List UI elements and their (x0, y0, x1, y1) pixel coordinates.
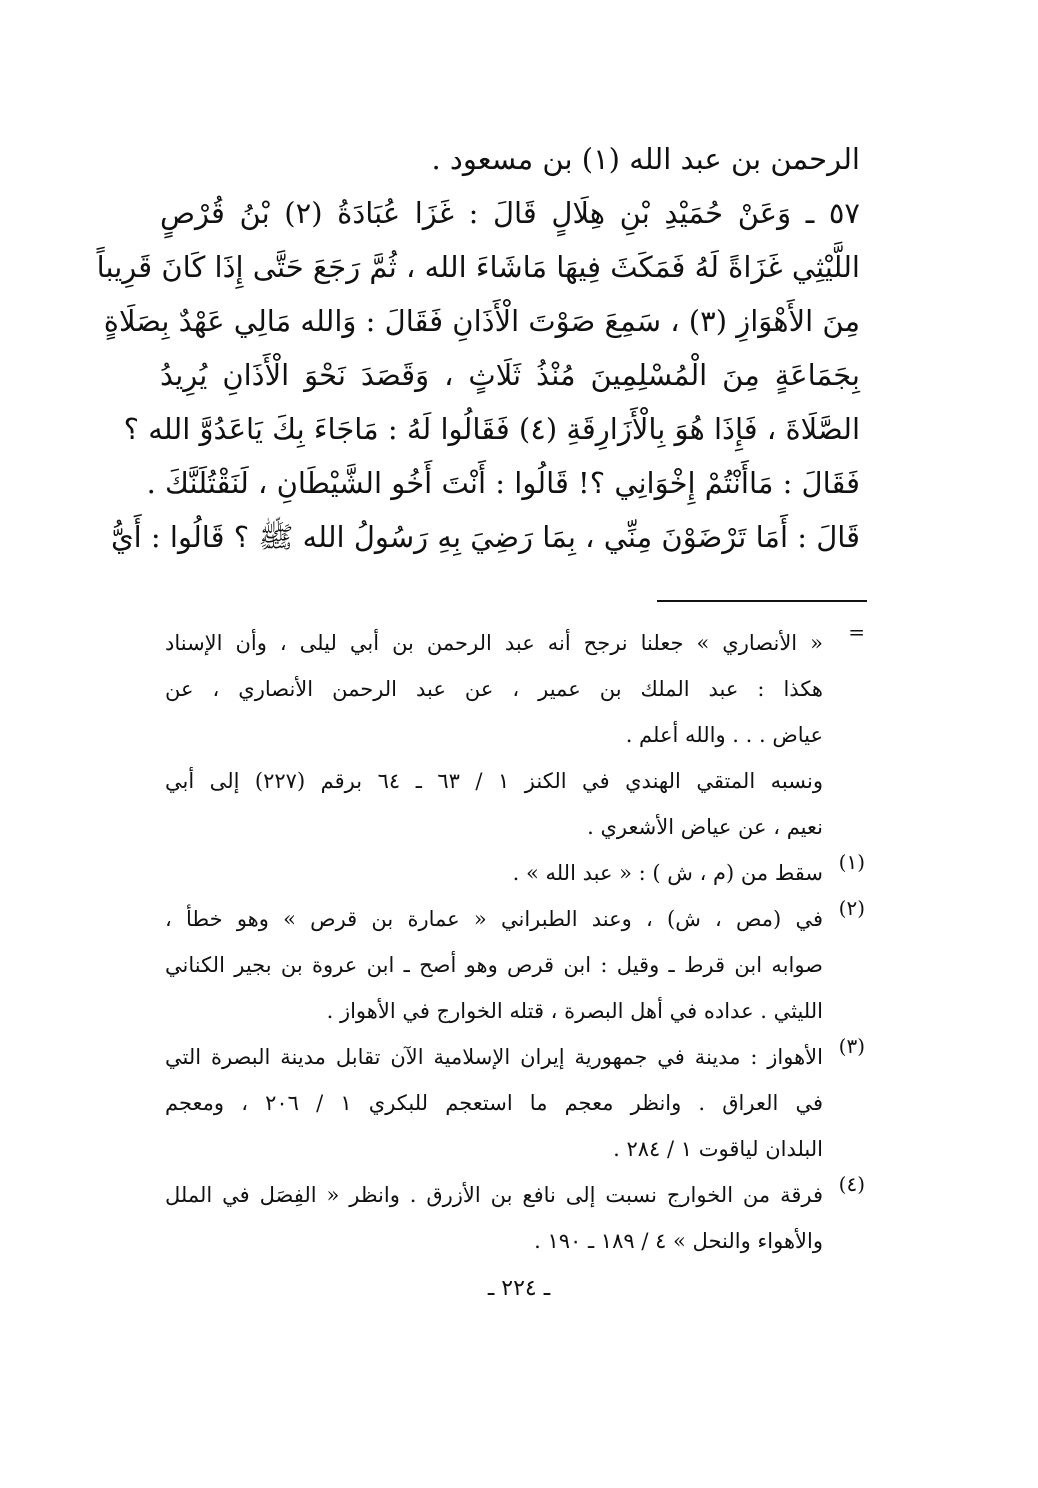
footnote-line: الأهواز : مدينة في جمهورية إيران الإسلامية الآن تقابل مدينة البصرة التي (165, 1045, 823, 1069)
footnote-separator (657, 600, 867, 602)
footnote-continuation (165, 620, 865, 758)
footnote-line: والأهواء والنحل » ٤ / ١٨٩ ـ ١٩٠ . (534, 1229, 823, 1253)
footnote-line: « الأنصاري » جعلنا نرجح أنه عبد الرحمن بن أبي ليلى ، وأن الإسناد (165, 631, 823, 655)
footnotes (165, 620, 865, 1264)
footnote-line: صوابه ابن قرط ـ وقيل : ابن قرص وهو أصح ـ ابن عروة بن بجير الكناني (165, 953, 823, 977)
footnote-4 (165, 1172, 865, 1264)
main-line: اللَّيْثِي غَزَاةً لَهُ فَمَكَثَ فِيهَا مَاشَاءَ الله ، ثُمَّ رَجَعَ حَتَّى إِذَا كَانَ قَرِيباً (96, 250, 860, 284)
main-line: الصَّلَاةَ ، فَإِذَا هُوَ بِالْأَزَارِقَةِ (٤) فَقَالُوا لَهُ : مَاجَاءَ بِكَ يَاعَدُوَّ الله ؟ (123, 412, 860, 446)
main-line: بِجَمَاعَةٍ مِنَ الْمُسْلِمِينَ مُنْذُ ثَلَاثٍ ، وَقَصَدَ نَحْوَ الْأَذَانِ يُرِيدُ (160, 358, 860, 392)
page-number: ـ ٢٢٤ ـ (487, 1276, 551, 1301)
footnote-line: البلدان لياقوت ١ / ٢٨٤ . (613, 1137, 823, 1161)
main-line: قَالَ : أَمَا تَرْضَوْنَ مِنِّي ، بِمَا رَضِيَ بِهِ رَسُولُ الله ﷺ ؟ قَالُوا : أَيُّ (110, 520, 860, 554)
footnote-1 (165, 850, 865, 896)
main-line: مِنَ الأَهْوَازِ (٣) ، سَمِعَ صَوْتَ الْأَذَانِ فَقَالَ : وَالله مَالِي عَهْدٌ بِصَلَاةٍ (103, 304, 860, 338)
footnote-line: عياض . . . والله أعلم . (625, 723, 823, 747)
footnote-number: (٤) (838, 1172, 865, 1196)
footnote-line: نعيم ، عن عياض الأشعري . (587, 815, 823, 839)
main-line: فَقَالَ : مَاأَنْتُمْ إِخْوَانِي ؟! قَالُوا : أَنْتَ أَخُو الشَّيْطَانِ ، لَنَقْتُلَنَّكَ . (146, 466, 860, 500)
main-text (96, 132, 860, 564)
continuation-mark: = (848, 620, 865, 644)
footnote-2 (165, 896, 865, 1034)
footnote-extra (165, 758, 865, 850)
footnote-line: ونسبه المتقي الهندي في الكنز ١ / ٦٣ ـ ٦٤ برقم (٢٢٧) إلى أبي (165, 769, 823, 793)
footnote-line: سقط من (م ، ش ) : « عبد الله » . (512, 861, 823, 885)
main-line: الرحمن بن عبد الله (١) بن مسعود . (431, 142, 860, 176)
footnote-number: (٢) (838, 896, 865, 920)
footnote-3 (165, 1034, 865, 1172)
footnote-line: فرقة من الخوارج نسبت إلى نافع بن الأزرق . وانظر « الفِصَل في الملل (165, 1183, 823, 1207)
footnote-line: في (مص ، ش) ، وعند الطبراني « عمارة بن قرص » وهو خطأ ، (165, 907, 823, 931)
main-line: ٥٧ ـ وَعَنْ حُمَيْدِ بْنِ هِلَالٍ قَالَ : غَزَا عُبَادَةُ (٢) بْنُ قُرْصٍ (160, 196, 860, 230)
footnote-line: الليثي . عداده في أهل البصرة ، قتله الخوارج في الأهواز . (326, 999, 823, 1023)
footnote-line: في العراق . وانظر معجم ما استعجم للبكري ١ / ٢٠٦ ، ومعجم (165, 1091, 823, 1115)
footnote-line: هكذا : عبد الملك بن عمير ، عن عبد الرحمن الأنصاري ، عن (165, 677, 823, 701)
footnote-number: (٣) (838, 1034, 865, 1058)
footnote-number: (١) (838, 850, 865, 874)
